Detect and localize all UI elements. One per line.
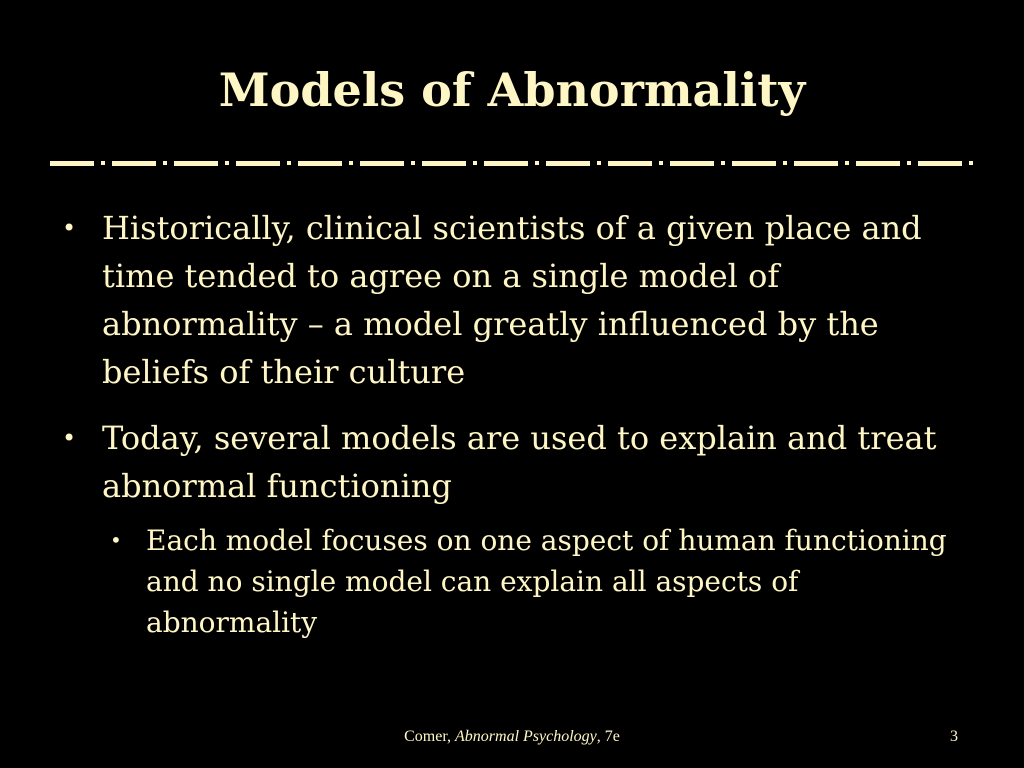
bullet-item [60,204,960,396]
sub-bullet-item [60,520,960,643]
divider-dot [101,161,105,165]
divider-dot [225,161,229,165]
divider-dash [50,161,94,166]
footer-edition: , 7e [596,728,620,745]
bullet-text: Historically, clinical scientists of a given place and time tended to agree on a single model of abnormality – a model greatly influenced by the beliefs of their culture [102,209,922,391]
sub-bullet-text: Each model focuses on one aspect of human functioning and no single model can explain all aspects of abnormality [146,524,947,639]
divider-dash [546,161,590,166]
divider-dot [721,161,725,165]
divider-dash [608,161,652,166]
sub-bullet-icon: • [110,528,122,552]
page-number: 3 [950,728,958,745]
divider-dot [659,161,663,165]
divider-dot [535,161,539,165]
divider-dash [856,161,900,166]
footer-source [0,728,1024,746]
divider-dash [732,161,776,166]
divider-dot [907,161,911,165]
footer-book-title: Abnormal Psychology [455,728,597,745]
title-divider [50,158,974,170]
divider-dot [845,161,849,165]
divider-dash [794,161,838,166]
divider-dot [287,161,291,165]
divider-dash [112,161,156,166]
divider-dot [473,161,477,165]
bullet-item [60,414,960,510]
footer-author: Comer, [404,728,456,745]
divider-dot [163,161,167,165]
divider-dot [411,161,415,165]
divider-dash [484,161,528,166]
bullet-icon: • [62,424,77,452]
divider-dash [298,161,342,166]
bullet-list [60,204,960,643]
divider-dot [783,161,787,165]
divider-dot [969,161,973,165]
bullet-icon: • [62,214,77,242]
divider-dash [670,161,714,166]
divider-dot [349,161,353,165]
slide-title: Models of Abnormality [218,63,806,117]
divider-dash [422,161,466,166]
bullet-text: Today, several models are used to explain and treat abnormal functioning [102,419,937,505]
divider-dash [360,161,404,166]
divider-dash [174,161,218,166]
divider-dot [597,161,601,165]
divider-dash [918,161,962,166]
divider-dash [236,161,280,166]
